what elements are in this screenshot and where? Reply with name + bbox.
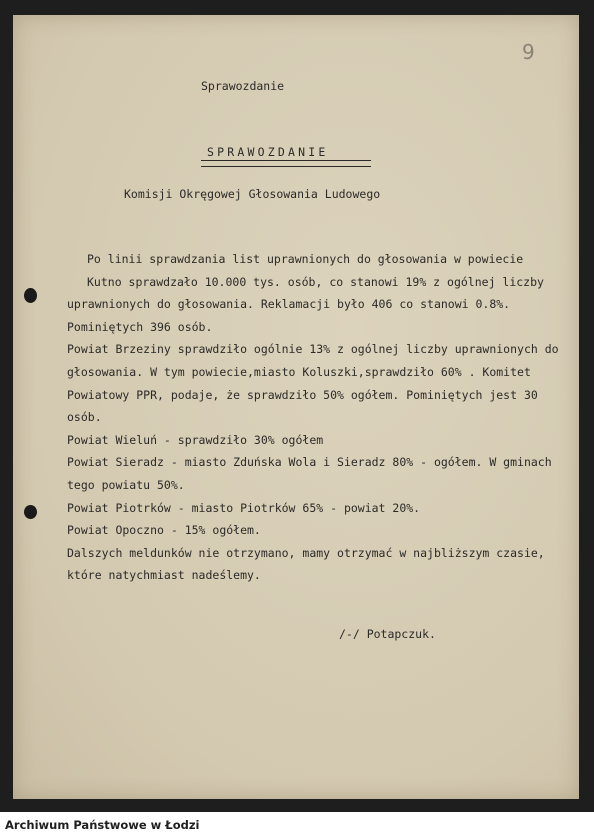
body-line: uprawnionych do głosowania. Reklamacji było 406 co stanowi 0.8%. [67, 297, 511, 312]
body-line: Powiat Piotrków - miasto Piotrków 65% - powiat 20%. [67, 500, 421, 515]
body-line: Pominiętych 396 osób. [67, 319, 213, 334]
header-label: Sprawozdanie [201, 79, 285, 93]
body-line: Powiat Opoczno - 15% ogółem. [67, 523, 261, 538]
body-line: Powiat Brzeziny sprawdziło ogólnie 13% z ogólnej liczby uprawnionych do [67, 342, 559, 357]
body-line: tego powiatu 50%. [67, 477, 185, 492]
body-line: Dalszych meldunków nie otrzymano, mamy otrzymać w najbliższym czasie, [67, 545, 545, 560]
document-title: SPRAWOZDANIE [207, 145, 329, 159]
punch-hole [24, 288, 37, 303]
body-line: głosowania. W tym powiecie,miasto Koluszki,sprawdziło 60% . Komitet [67, 364, 531, 379]
signature: /-/ Potapczuk. [339, 627, 436, 641]
body-line: Powiat Wieluń - sprawdziło 30% ogółem [67, 432, 324, 447]
body-line: Powiatowy PPR, podaje, że sprawdziło 50% ogółem. Pominiętych jest 30 [67, 387, 538, 402]
body-line: Kutno sprawdzało 10.000 tys. osób, co stanowi 19% z ogólnej liczby [87, 274, 544, 289]
page-number: 9 [522, 40, 535, 64]
body-line: które natychmiast nadeślemy. [67, 568, 261, 583]
body-line: Po linii sprawdzania list uprawnionych do głosowania w powiecie [87, 252, 524, 266]
title-underline [201, 160, 371, 167]
report-body [67, 248, 567, 587]
document-subtitle: Komisji Okręgowej Głosowania Ludowego [124, 187, 381, 201]
punch-hole [24, 505, 37, 519]
archive-credit: Archiwum Państwowe w Łodzi [5, 818, 200, 832]
body-line: osób. [67, 410, 102, 425]
body-line: Powiat Sieradz - miasto Zduńska Wola i Sieradz 80% - ogółem. W gminach [67, 455, 552, 470]
